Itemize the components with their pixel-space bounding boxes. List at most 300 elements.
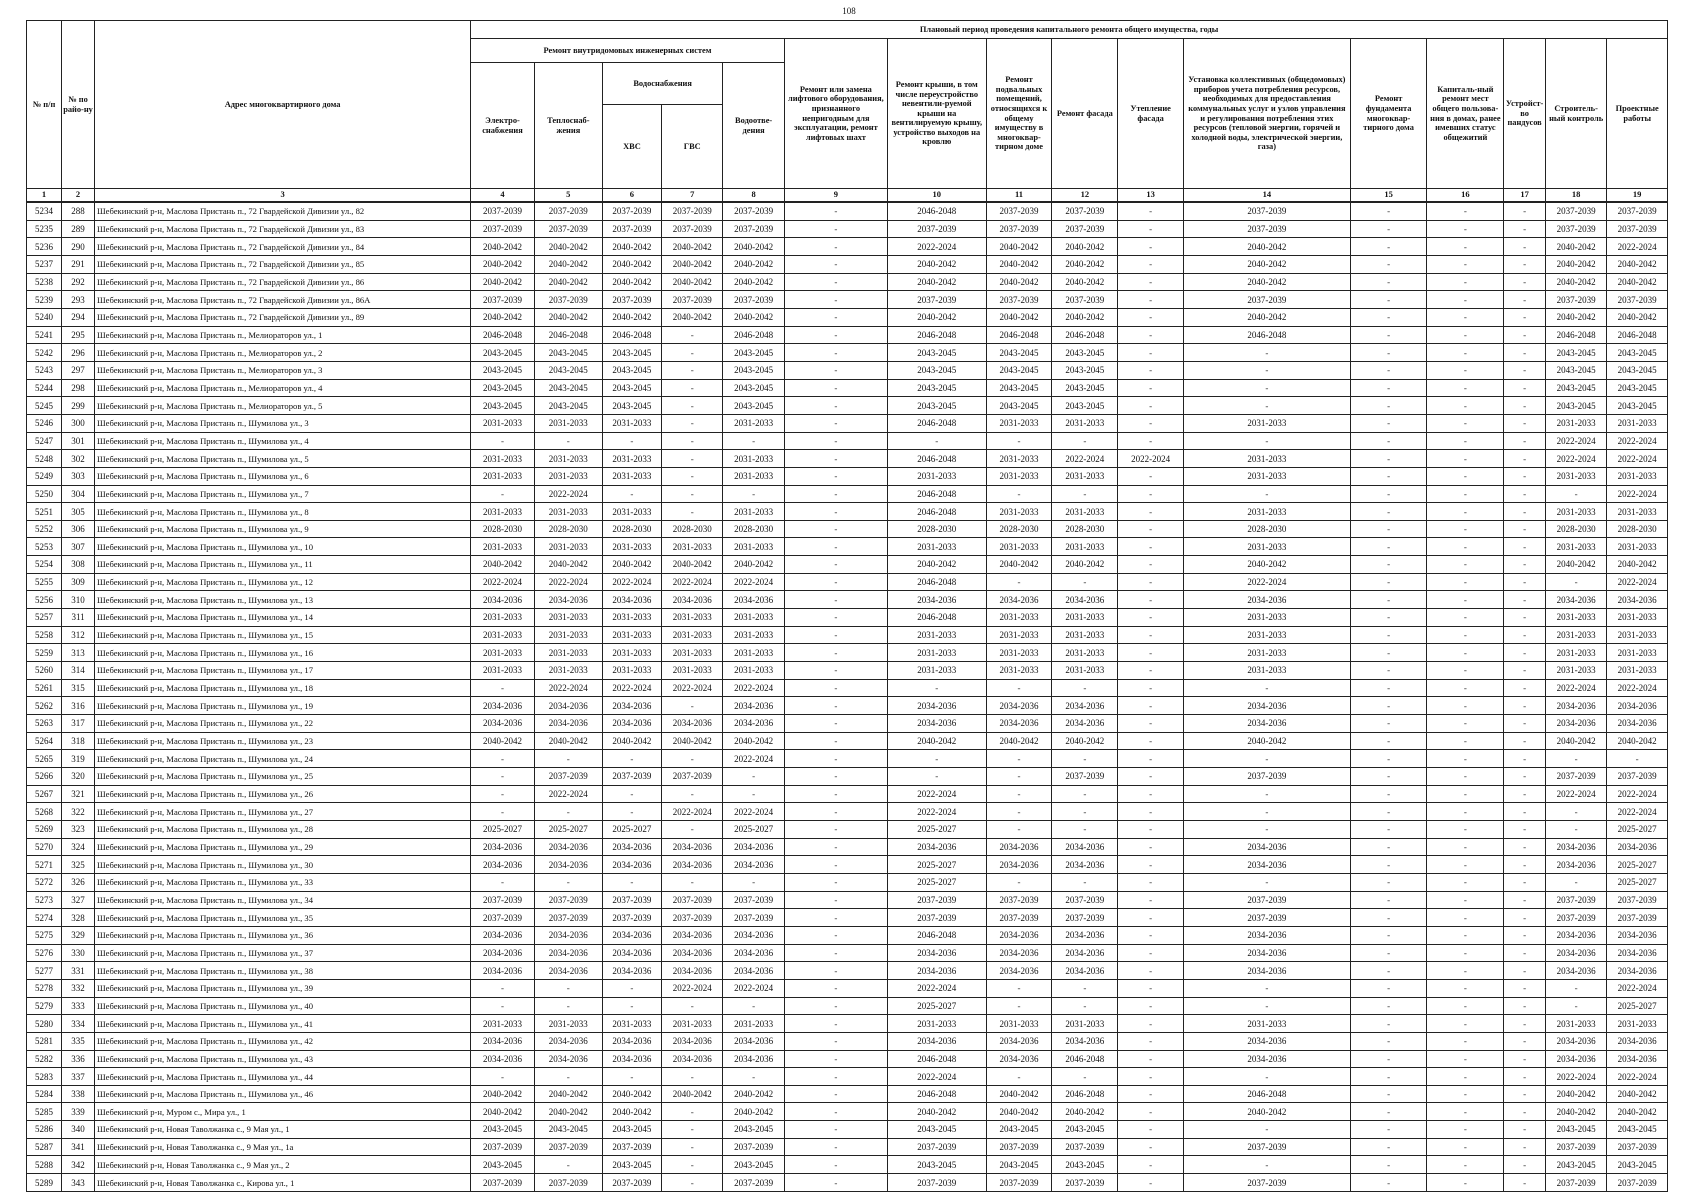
cell-elevator: - xyxy=(784,909,887,927)
cell-cold-water: 2034-2036 xyxy=(602,838,661,856)
cell-supervision: 2034-2036 xyxy=(1545,944,1606,962)
cell-electric: 2043-2045 xyxy=(471,379,535,397)
cell-row-no: 5257 xyxy=(27,609,62,627)
cell-foundation: - xyxy=(1350,273,1427,291)
cell-facade-insulation: 2022-2024 xyxy=(1118,450,1184,468)
cell-dormitory: - xyxy=(1427,450,1504,468)
cell-heating: 2043-2045 xyxy=(534,397,602,415)
cell-drainage: 2040-2042 xyxy=(723,273,784,291)
cell-district-no: 341 xyxy=(62,1138,95,1156)
header-drainage: Водоотве-дения xyxy=(723,63,784,189)
cell-district-no: 316 xyxy=(62,697,95,715)
cell-address: Шебекинский р-н, Маслова Пристань п., Шумилова ул., 8 xyxy=(94,503,470,521)
cell-elevator: - xyxy=(784,1015,887,1033)
cell-heating: 2031-2033 xyxy=(534,644,602,662)
cell-address: Шебекинский р-н, Маслова Пристань п., Шумилова ул., 14 xyxy=(94,609,470,627)
cell-foundation: - xyxy=(1350,238,1427,256)
cell-foundation: - xyxy=(1350,609,1427,627)
cell-foundation: - xyxy=(1350,750,1427,768)
cell-hot-water: 2031-2033 xyxy=(662,644,723,662)
cell-district-no: 331 xyxy=(62,962,95,980)
cell-heating: 2037-2039 xyxy=(534,202,602,220)
table-row xyxy=(27,591,1668,609)
cell-basement: 2031-2033 xyxy=(986,662,1052,680)
cell-ramps: - xyxy=(1504,626,1546,644)
cell-electric: - xyxy=(471,432,535,450)
cell-basement: - xyxy=(986,785,1052,803)
cell-meters: 2031-2033 xyxy=(1184,538,1351,556)
cell-cold-water: 2031-2033 xyxy=(602,538,661,556)
cell-cold-water: 2037-2039 xyxy=(602,291,661,309)
cell-electric: 2040-2042 xyxy=(471,732,535,750)
cell-address: Шебекинский р-н, Маслова Пристань п., Шумилова ул., 27 xyxy=(94,803,470,821)
cell-meters: 2040-2042 xyxy=(1184,732,1351,750)
cell-meters: - xyxy=(1184,1156,1351,1174)
cell-cold-water: 2025-2027 xyxy=(602,820,661,838)
cell-foundation: - xyxy=(1350,962,1427,980)
cell-drainage: 2037-2039 xyxy=(723,909,784,927)
cell-electric: 2022-2024 xyxy=(471,573,535,591)
cell-meters: - xyxy=(1184,432,1351,450)
cell-ramps: - xyxy=(1504,644,1546,662)
table-header xyxy=(27,21,1668,203)
cell-district-no: 328 xyxy=(62,909,95,927)
cell-address: Шебекинский р-н, Маслова Пристань п., Шумилова ул., 15 xyxy=(94,626,470,644)
cell-district-no: 294 xyxy=(62,308,95,326)
cell-elevator: - xyxy=(784,573,887,591)
cell-district-no: 291 xyxy=(62,255,95,273)
cell-basement: 2040-2042 xyxy=(986,556,1052,574)
cell-address: Шебекинский р-н, Маслова Пристань п., 72 Гвардейской Дивизии ул., 85 xyxy=(94,255,470,273)
cell-basement: 2037-2039 xyxy=(986,202,1052,220)
cell-cold-water: 2037-2039 xyxy=(602,768,661,786)
cell-supervision: 2022-2024 xyxy=(1545,450,1606,468)
cell-heating: 2037-2039 xyxy=(534,768,602,786)
cell-district-no: 305 xyxy=(62,503,95,521)
cell-facade-insulation: - xyxy=(1118,432,1184,450)
table-row xyxy=(27,626,1668,644)
table-row xyxy=(27,503,1668,521)
cell-electric: 2037-2039 xyxy=(471,891,535,909)
cell-meters: 2031-2033 xyxy=(1184,414,1351,432)
cell-district-no: 324 xyxy=(62,838,95,856)
cell-row-no: 5280 xyxy=(27,1015,62,1033)
cell-design: 2037-2039 xyxy=(1607,1174,1668,1192)
cell-district-no: 327 xyxy=(62,891,95,909)
cell-design: 2028-2030 xyxy=(1607,520,1668,538)
cell-drainage: 2043-2045 xyxy=(723,344,784,362)
cell-dormitory: - xyxy=(1427,1103,1504,1121)
cell-row-no: 5244 xyxy=(27,379,62,397)
cell-cold-water: - xyxy=(602,485,661,503)
table-row xyxy=(27,450,1668,468)
cell-design: 2031-2033 xyxy=(1607,467,1668,485)
cell-address: Шебекинский р-н, Маслова Пристань п., Мелиораторов ул., 3 xyxy=(94,361,470,379)
cell-address: Шебекинский р-н, Маслова Пристань п., Шумилова ул., 24 xyxy=(94,750,470,768)
cell-hot-water: 2034-2036 xyxy=(662,838,723,856)
cell-meters: 2034-2036 xyxy=(1184,962,1351,980)
cell-heating: 2031-2033 xyxy=(534,609,602,627)
cell-row-no: 5242 xyxy=(27,344,62,362)
cell-meters: 2040-2042 xyxy=(1184,556,1351,574)
cell-facade-insulation: - xyxy=(1118,344,1184,362)
cell-foundation: - xyxy=(1350,326,1427,344)
column-number: 10 xyxy=(887,189,986,203)
cell-elevator: - xyxy=(784,291,887,309)
cell-design: 2040-2042 xyxy=(1607,308,1668,326)
cell-drainage: 2046-2048 xyxy=(723,326,784,344)
cell-supervision: 2037-2039 xyxy=(1545,220,1606,238)
cell-cold-water: 2040-2042 xyxy=(602,308,661,326)
cell-facade: 2031-2033 xyxy=(1052,626,1118,644)
cell-facade-insulation: - xyxy=(1118,1068,1184,1086)
cell-cold-water: 2037-2039 xyxy=(602,202,661,220)
cell-heating: 2040-2042 xyxy=(534,556,602,574)
table-row xyxy=(27,397,1668,415)
cell-ramps: - xyxy=(1504,1156,1546,1174)
header-foundation: Ремонт фундамента многоквар-тирного дома xyxy=(1350,39,1427,189)
cell-ramps: - xyxy=(1504,856,1546,874)
cell-hot-water: 2022-2024 xyxy=(662,803,723,821)
cell-foundation: - xyxy=(1350,1032,1427,1050)
table-row xyxy=(27,820,1668,838)
cell-design: 2037-2039 xyxy=(1607,1138,1668,1156)
cell-meters: - xyxy=(1184,679,1351,697)
cell-foundation: - xyxy=(1350,909,1427,927)
cell-electric: 2031-2033 xyxy=(471,503,535,521)
cell-ramps: - xyxy=(1504,503,1546,521)
cell-meters: - xyxy=(1184,873,1351,891)
table-row xyxy=(27,873,1668,891)
cell-roof: 2040-2042 xyxy=(887,732,986,750)
cell-foundation: - xyxy=(1350,1068,1427,1086)
cell-row-no: 5267 xyxy=(27,785,62,803)
cell-hot-water: 2034-2036 xyxy=(662,944,723,962)
cell-design: 2025-2027 xyxy=(1607,997,1668,1015)
cell-dormitory: - xyxy=(1427,255,1504,273)
cell-supervision: 2037-2039 xyxy=(1545,1174,1606,1192)
cell-elevator: - xyxy=(784,1085,887,1103)
column-number: 15 xyxy=(1350,189,1427,203)
cell-elevator: - xyxy=(784,838,887,856)
cell-address: Шебекинский р-н, Маслова Пристань п., Шумилова ул., 40 xyxy=(94,997,470,1015)
cell-dormitory: - xyxy=(1427,220,1504,238)
cell-drainage: 2022-2024 xyxy=(723,979,784,997)
cell-basement: - xyxy=(986,1068,1052,1086)
cell-meters: 2034-2036 xyxy=(1184,838,1351,856)
cell-cold-water: 2043-2045 xyxy=(602,1121,661,1139)
cell-electric: 2031-2033 xyxy=(471,626,535,644)
cell-elevator: - xyxy=(784,697,887,715)
cell-heating: 2037-2039 xyxy=(534,1174,602,1192)
cell-facade: 2031-2033 xyxy=(1052,414,1118,432)
cell-roof: 2046-2048 xyxy=(887,326,986,344)
cell-district-no: 312 xyxy=(62,626,95,644)
cell-design: 2034-2036 xyxy=(1607,962,1668,980)
cell-district-no: 311 xyxy=(62,609,95,627)
cell-address: Шебекинский р-н, Маслова Пристань п., Шумилова ул., 39 xyxy=(94,979,470,997)
cell-dormitory: - xyxy=(1427,644,1504,662)
cell-basement: 2043-2045 xyxy=(986,1156,1052,1174)
cell-supervision: 2034-2036 xyxy=(1545,856,1606,874)
cell-heating: 2040-2042 xyxy=(534,273,602,291)
cell-facade: 2040-2042 xyxy=(1052,1103,1118,1121)
cell-cold-water: 2034-2036 xyxy=(602,1032,661,1050)
cell-district-no: 319 xyxy=(62,750,95,768)
cell-address: Шебекинский р-н, Маслова Пристань п., Шумилова ул., 35 xyxy=(94,909,470,927)
cell-design: 2022-2024 xyxy=(1607,785,1668,803)
cell-meters: 2034-2036 xyxy=(1184,944,1351,962)
cell-design: 2025-2027 xyxy=(1607,856,1668,874)
cell-hot-water: - xyxy=(662,1068,723,1086)
cell-dormitory: - xyxy=(1427,397,1504,415)
cell-row-no: 5285 xyxy=(27,1103,62,1121)
cell-ramps: - xyxy=(1504,308,1546,326)
cell-elevator: - xyxy=(784,308,887,326)
cell-drainage: 2040-2042 xyxy=(723,238,784,256)
cell-electric: 2025-2027 xyxy=(471,820,535,838)
cell-ramps: - xyxy=(1504,715,1546,733)
cell-hot-water: 2022-2024 xyxy=(662,979,723,997)
cell-dormitory: - xyxy=(1427,838,1504,856)
cell-elevator: - xyxy=(784,662,887,680)
cell-foundation: - xyxy=(1350,732,1427,750)
page-number: 108 xyxy=(842,6,856,16)
cell-hot-water: - xyxy=(662,432,723,450)
cell-row-no: 5265 xyxy=(27,750,62,768)
cell-hot-water: - xyxy=(662,1174,723,1192)
cell-row-no: 5259 xyxy=(27,644,62,662)
cell-elevator: - xyxy=(784,891,887,909)
cell-row-no: 5283 xyxy=(27,1068,62,1086)
cell-row-no: 5246 xyxy=(27,414,62,432)
cell-roof: 2037-2039 xyxy=(887,291,986,309)
cell-electric: 2040-2042 xyxy=(471,273,535,291)
cell-basement: 2040-2042 xyxy=(986,1085,1052,1103)
cell-basement: 2037-2039 xyxy=(986,1174,1052,1192)
cell-electric: 2034-2036 xyxy=(471,1032,535,1050)
cell-roof: 2046-2048 xyxy=(887,485,986,503)
column-number: 3 xyxy=(94,189,470,203)
cell-ramps: - xyxy=(1504,997,1546,1015)
cell-electric: 2037-2039 xyxy=(471,291,535,309)
cell-ramps: - xyxy=(1504,538,1546,556)
cell-design: 2034-2036 xyxy=(1607,715,1668,733)
cell-basement: 2031-2033 xyxy=(986,538,1052,556)
cell-foundation: - xyxy=(1350,220,1427,238)
cell-basement: - xyxy=(986,573,1052,591)
cell-design: 2040-2042 xyxy=(1607,255,1668,273)
cell-elevator: - xyxy=(784,785,887,803)
cell-design: 2034-2036 xyxy=(1607,926,1668,944)
cell-ramps: - xyxy=(1504,732,1546,750)
cell-facade: 2034-2036 xyxy=(1052,715,1118,733)
cell-design: 2037-2039 xyxy=(1607,291,1668,309)
cell-elevator: - xyxy=(784,414,887,432)
cell-roof: 2031-2033 xyxy=(887,1015,986,1033)
cell-cold-water: 2040-2042 xyxy=(602,255,661,273)
cell-facade-insulation: - xyxy=(1118,891,1184,909)
cell-foundation: - xyxy=(1350,202,1427,220)
cell-cold-water: 2034-2036 xyxy=(602,856,661,874)
cell-drainage: 2031-2033 xyxy=(723,626,784,644)
cell-ramps: - xyxy=(1504,1138,1546,1156)
cell-hot-water: - xyxy=(662,1103,723,1121)
cell-row-no: 5274 xyxy=(27,909,62,927)
cell-facade-insulation: - xyxy=(1118,626,1184,644)
cell-electric: 2040-2042 xyxy=(471,556,535,574)
cell-basement: 2046-2048 xyxy=(986,326,1052,344)
cell-dormitory: - xyxy=(1427,1174,1504,1192)
cell-elevator: - xyxy=(784,450,887,468)
cell-foundation: - xyxy=(1350,838,1427,856)
cell-foundation: - xyxy=(1350,820,1427,838)
cell-roof: 2043-2045 xyxy=(887,1156,986,1174)
cell-dormitory: - xyxy=(1427,538,1504,556)
cell-roof: 2031-2033 xyxy=(887,626,986,644)
cell-supervision: - xyxy=(1545,750,1606,768)
cell-cold-water: 2043-2045 xyxy=(602,1156,661,1174)
column-number: 17 xyxy=(1504,189,1546,203)
cell-cold-water: 2031-2033 xyxy=(602,450,661,468)
cell-district-no: 317 xyxy=(62,715,95,733)
column-number: 4 xyxy=(471,189,535,203)
cell-district-no: 321 xyxy=(62,785,95,803)
cell-supervision: 2031-2033 xyxy=(1545,609,1606,627)
cell-heating: 2025-2027 xyxy=(534,820,602,838)
cell-facade-insulation: - xyxy=(1118,1174,1184,1192)
cell-design: 2040-2042 xyxy=(1607,273,1668,291)
cell-facade-insulation: - xyxy=(1118,1138,1184,1156)
cell-foundation: - xyxy=(1350,1156,1427,1174)
cell-basement: 2040-2042 xyxy=(986,1103,1052,1121)
cell-district-no: 298 xyxy=(62,379,95,397)
cell-roof: 2034-2036 xyxy=(887,715,986,733)
cell-meters: 2031-2033 xyxy=(1184,503,1351,521)
cell-facade-insulation: - xyxy=(1118,308,1184,326)
cell-roof: 2025-2027 xyxy=(887,856,986,874)
cell-hot-water: 2040-2042 xyxy=(662,556,723,574)
cell-row-no: 5288 xyxy=(27,1156,62,1174)
cell-address: Шебекинский р-н, Маслова Пристань п., Шумилова ул., 33 xyxy=(94,873,470,891)
cell-supervision: 2022-2024 xyxy=(1545,432,1606,450)
cell-ramps: - xyxy=(1504,573,1546,591)
cell-facade-insulation: - xyxy=(1118,414,1184,432)
cell-district-no: 332 xyxy=(62,979,95,997)
cell-supervision: 2040-2042 xyxy=(1545,255,1606,273)
cell-elevator: - xyxy=(784,962,887,980)
cell-cold-water: - xyxy=(602,1068,661,1086)
cell-dormitory: - xyxy=(1427,1068,1504,1086)
cell-foundation: - xyxy=(1350,662,1427,680)
cell-address: Шебекинский р-н, Маслова Пристань п., Шумилова ул., 23 xyxy=(94,732,470,750)
table-row xyxy=(27,644,1668,662)
cell-address: Шебекинский р-н, Маслова Пристань п., Шумилова ул., 10 xyxy=(94,538,470,556)
cell-row-no: 5251 xyxy=(27,503,62,521)
cell-row-no: 5247 xyxy=(27,432,62,450)
cell-cold-water: 2034-2036 xyxy=(602,926,661,944)
header-elevator: Ремонт или замена лифтового оборудования, признанного непригодным для эксплуатации, ремонт лифтовых шахт xyxy=(784,39,887,189)
cell-foundation: - xyxy=(1350,591,1427,609)
cell-foundation: - xyxy=(1350,1085,1427,1103)
cell-meters: 2037-2039 xyxy=(1184,1174,1351,1192)
cell-drainage: 2034-2036 xyxy=(723,715,784,733)
cell-cold-water: 2031-2033 xyxy=(602,1015,661,1033)
cell-address: Шебекинский р-н, Маслова Пристань п., Шумилова ул., 6 xyxy=(94,467,470,485)
cell-basement: - xyxy=(986,997,1052,1015)
cell-ramps: - xyxy=(1504,432,1546,450)
cell-basement: - xyxy=(986,873,1052,891)
cell-heating: 2022-2024 xyxy=(534,573,602,591)
cell-district-no: 289 xyxy=(62,220,95,238)
cell-hot-water: 2037-2039 xyxy=(662,909,723,927)
cell-address: Шебекинский р-н, Маслова Пристань п., Шумилова ул., 34 xyxy=(94,891,470,909)
cell-hot-water: - xyxy=(662,450,723,468)
cell-roof: 2046-2048 xyxy=(887,609,986,627)
cell-roof: - xyxy=(887,768,986,786)
cell-meters: 2040-2042 xyxy=(1184,238,1351,256)
cell-roof: 2034-2036 xyxy=(887,944,986,962)
cell-district-no: 318 xyxy=(62,732,95,750)
cell-foundation: - xyxy=(1350,926,1427,944)
cell-drainage: 2031-2033 xyxy=(723,662,784,680)
cell-drainage: 2034-2036 xyxy=(723,962,784,980)
cell-foundation: - xyxy=(1350,503,1427,521)
cell-foundation: - xyxy=(1350,450,1427,468)
cell-heating: 2031-2033 xyxy=(534,467,602,485)
cell-elevator: - xyxy=(784,820,887,838)
cell-facade: 2034-2036 xyxy=(1052,926,1118,944)
cell-ramps: - xyxy=(1504,909,1546,927)
table-row xyxy=(27,750,1668,768)
cell-row-no: 5262 xyxy=(27,697,62,715)
cell-ramps: - xyxy=(1504,891,1546,909)
cell-elevator: - xyxy=(784,750,887,768)
cell-facade-insulation: - xyxy=(1118,838,1184,856)
cell-electric: 2028-2030 xyxy=(471,520,535,538)
table-row xyxy=(27,979,1668,997)
table-row xyxy=(27,202,1668,220)
cell-address: Шебекинский р-н, Маслова Пристань п., 72 Гвардейской Дивизии ул., 83 xyxy=(94,220,470,238)
cell-facade: 2028-2030 xyxy=(1052,520,1118,538)
header-facade: Ремонт фасада xyxy=(1052,39,1118,189)
cell-hot-water: 2034-2036 xyxy=(662,856,723,874)
cell-elevator: - xyxy=(784,1068,887,1086)
cell-basement: - xyxy=(986,432,1052,450)
cell-basement: 2031-2033 xyxy=(986,503,1052,521)
cell-facade-insulation: - xyxy=(1118,785,1184,803)
cell-basement: 2034-2036 xyxy=(986,926,1052,944)
cell-heating: 2034-2036 xyxy=(534,838,602,856)
cell-roof: - xyxy=(887,432,986,450)
cell-electric: 2031-2033 xyxy=(471,609,535,627)
cell-roof: 2034-2036 xyxy=(887,838,986,856)
cell-design: 2022-2024 xyxy=(1607,485,1668,503)
cell-foundation: - xyxy=(1350,1174,1427,1192)
cell-address: Шебекинский р-н, Маслова Пристань п., 72 Гвардейской Дивизии ул., 89 xyxy=(94,308,470,326)
cell-elevator: - xyxy=(784,873,887,891)
cell-ramps: - xyxy=(1504,697,1546,715)
column-number: 6 xyxy=(602,189,661,203)
cell-row-no: 5282 xyxy=(27,1050,62,1068)
cell-dormitory: - xyxy=(1427,873,1504,891)
table-row xyxy=(27,273,1668,291)
cell-elevator: - xyxy=(784,1032,887,1050)
cell-basement: 2037-2039 xyxy=(986,220,1052,238)
cell-drainage: 2037-2039 xyxy=(723,220,784,238)
cell-facade-insulation: - xyxy=(1118,326,1184,344)
cell-drainage: 2043-2045 xyxy=(723,1121,784,1139)
